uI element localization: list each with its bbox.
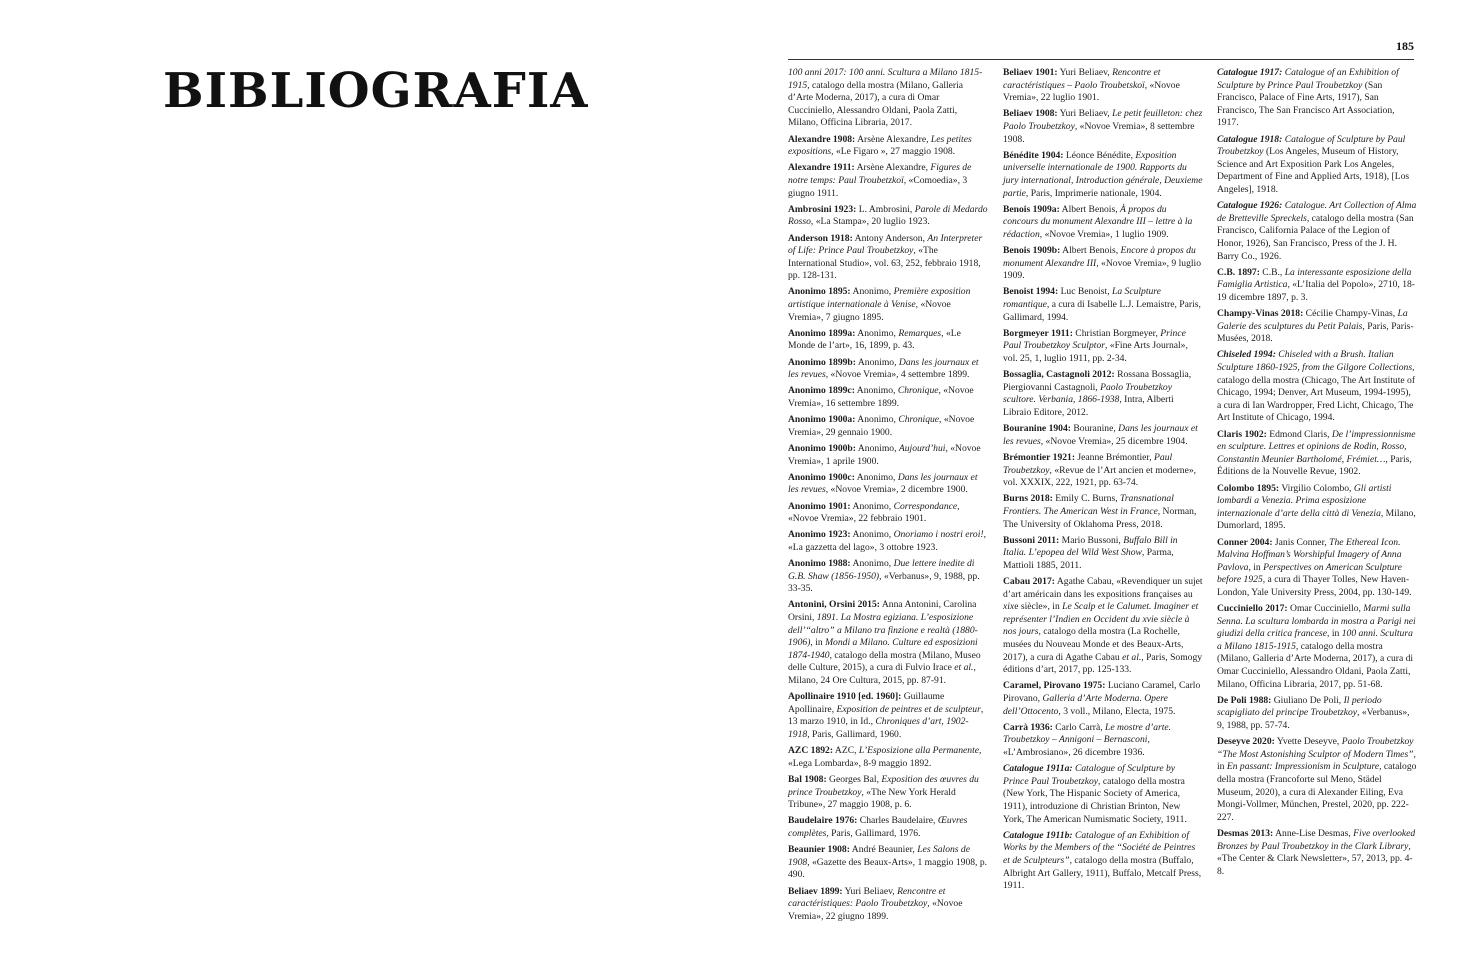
entry-italic-text: La Galerie des sculptures du Petit Palais bbox=[1217, 308, 1408, 332]
bibliography-entry bbox=[788, 385, 988, 410]
entry-key: Anonimo 1900c: bbox=[788, 471, 855, 483]
entry-italic-text: Le mostre d’arte. Troubetzkoy – Annigoni – Bernasconi bbox=[1003, 721, 1172, 746]
entry-italic-text: Dans les journaux et les revues bbox=[1003, 423, 1198, 447]
entry-text: Janis Conner, bbox=[1272, 536, 1330, 548]
entry-key: Caramel, Pirovano 1975: bbox=[1003, 680, 1106, 692]
entry-key: Catalogue 1918: bbox=[1217, 133, 1283, 145]
bibliography-entry bbox=[788, 443, 988, 468]
entry-key: Cucciniello 2017: bbox=[1217, 603, 1288, 615]
bibliography-entry bbox=[1003, 423, 1203, 448]
entry-italic-text: Mondi a Milano. Culture ed esposizioni 1874-1940 bbox=[788, 637, 978, 661]
entry-text: , «Comoedia», 3 giugno 1911. bbox=[788, 174, 968, 199]
entry-italic-text: xix bbox=[1003, 601, 1015, 613]
entry-text: Anonimo, bbox=[850, 558, 894, 570]
entry-italic-text: Marmi sulla Senna. La scultura lombarda in mostra a Parigi nei giudizi della critica francese bbox=[1217, 603, 1416, 640]
entry-italic-text: De l’impressionnisme en sculpture. Lettres et opinions de Rodin, Rosso, Constantin Meunier Bartholomé, Frémiet… bbox=[1217, 428, 1416, 465]
bibliography-entry bbox=[1003, 286, 1203, 324]
entry-text: Anonimo, bbox=[850, 529, 894, 541]
entry-italic-text: Exposition des œuvres du prince Troubetzkoy bbox=[788, 773, 979, 798]
entry-italic-text: siècle à nos jours bbox=[1003, 613, 1190, 638]
entry-text: Anonimo, bbox=[855, 356, 899, 368]
entry-text: Bouranine, bbox=[1070, 423, 1119, 435]
bibliography-column-1 bbox=[788, 67, 988, 927]
entry-italic-text: et al. bbox=[954, 662, 974, 674]
entry-text: Albert Benois, bbox=[1059, 203, 1121, 215]
entry-text: Giuliano De Poli, bbox=[1271, 694, 1344, 706]
bibliography-entry bbox=[788, 134, 988, 159]
entry-italic-text: La Sculpture romantique bbox=[1003, 286, 1161, 311]
entry-text: , Norman, The University of Oklahoma Press, 2018. bbox=[1003, 505, 1197, 530]
entry-text: , «Le Figaro », 27 maggio 1908. bbox=[831, 146, 956, 158]
entry-key: Baudelaire 1976: bbox=[788, 815, 858, 827]
bibliography-entry bbox=[1217, 828, 1417, 878]
entry-italic-text: Les petites expositions bbox=[788, 133, 972, 158]
entry-text: , «Novoe Vremia», 9 luglio 1909. bbox=[1003, 257, 1202, 282]
bibliography-entry bbox=[1217, 429, 1417, 479]
entry-italic-text: 100 anni 2017: 100 anni. Scultura a Milano 1815-1915 bbox=[788, 67, 983, 91]
entry-text: Yuri Beliaev, bbox=[1057, 67, 1113, 78]
entry-italic-text: En passant: Impressionism in Sculpture bbox=[1226, 761, 1380, 773]
entry-text: Edmond Claris, bbox=[1266, 428, 1332, 440]
entry-text: , in bbox=[810, 637, 826, 649]
bibliography-entry bbox=[788, 501, 988, 526]
entry-text: , Intra, Alberti Libraio Editore, 2012. bbox=[1003, 394, 1174, 418]
entry-text: , «Novoe Vremia», 7 giugno 1895. bbox=[788, 299, 951, 323]
bibliography-entry bbox=[788, 745, 988, 770]
entry-text: Anonimo, bbox=[850, 500, 894, 512]
entry-text: Léonce Bénédite, bbox=[1063, 149, 1136, 161]
entry-text: , «Novoe Vremia», 4 settembre 1899. bbox=[825, 369, 970, 381]
entry-text: , «L’Ambrosiano», 26 dicembre 1936. bbox=[1003, 734, 1150, 758]
entry-text: AZC, bbox=[833, 745, 859, 757]
entry-key: Anonimo 1895: bbox=[788, 286, 851, 298]
entry-italic-text: Œuvres complètes bbox=[788, 815, 968, 839]
entry-text: Charles Baudelaire, bbox=[857, 815, 938, 827]
entry-text: , «L’Italia del Popolo», 2710, 18-19 dicembre 1897, p. 3. bbox=[1217, 279, 1416, 303]
bibliography-entry bbox=[1003, 245, 1203, 283]
bibliography-entry bbox=[788, 357, 988, 382]
entry-key: Ambrosini 1923: bbox=[788, 203, 857, 215]
entry-key: Benois 1909b: bbox=[1003, 245, 1061, 257]
header-rule bbox=[788, 59, 1414, 60]
bibliography-entry bbox=[1003, 680, 1203, 718]
entry-key: Borgmeyer 1911: bbox=[1003, 327, 1073, 339]
entry-text: Anonimo, bbox=[854, 471, 898, 483]
bibliography-entry bbox=[1003, 535, 1203, 573]
entry-text: Yuri Beliaev, bbox=[1057, 108, 1113, 120]
entry-text: , Paris, Imprimerie nationale, 1904. bbox=[1025, 187, 1162, 199]
entry-italic-text: Chronique bbox=[897, 385, 939, 397]
bibliography-entry bbox=[788, 233, 988, 283]
entry-text: Anonimo, bbox=[855, 327, 899, 339]
entry-text: , catalogo della mostra (New York, The Hispanic Society of America, 1911), introduzione di Christian Brinton, New York, The American Numismatic Society, 1911. bbox=[1003, 775, 1187, 825]
entry-text: , «Gazette des Beaux-Arts», 1 maggio 1908, p. 490. bbox=[788, 856, 988, 881]
entry-text: , a cura di Thayer Tolles, New Haven-London, Yale University Press, 2004, pp. 130-149. bbox=[1217, 574, 1412, 598]
entry-key: De Poli 1988: bbox=[1217, 694, 1272, 706]
entry-text: , «Novoe Vremia», 16 settembre 1899. bbox=[788, 385, 974, 409]
bibliography-entry bbox=[788, 414, 988, 439]
entry-italic-text: Chiseled with a Brush. Italian Sculpture 1860-1925, from the Gilgore Collections bbox=[1217, 349, 1413, 374]
bibliography-entry bbox=[1217, 603, 1417, 691]
entry-key: Benois 1909a: bbox=[1003, 203, 1060, 215]
entry-italic-text: Figures de notre temps: Paul Troubetzkoï bbox=[788, 162, 972, 186]
entry-key: C.B. 1897: bbox=[1217, 266, 1260, 278]
entry-text: , 3 voll., Milano, Electa, 1975. bbox=[1058, 705, 1176, 717]
entry-key: Apollinaire 1910 [ed. 1960]: bbox=[788, 691, 902, 703]
entry-italic-text: Remarques bbox=[898, 327, 942, 339]
entry-text: , «Novoe Vremia», 22 febbraio 1901. bbox=[788, 500, 960, 525]
entry-text: , «Verbanus», 9, 1988, pp. 57-74. bbox=[1217, 707, 1410, 732]
bibliography-entry bbox=[1003, 150, 1203, 200]
entry-italic-text: Exposition de peintres et de sculpteur bbox=[836, 703, 981, 715]
entry-text: , catalogo della mostra (La Rochelle, musées du Nouveau Monde et des Beaux-Arts, 2017), a cura di Agathe Cabau bbox=[1003, 626, 1184, 663]
bibliography-entry bbox=[788, 815, 988, 840]
entry-key: Antonini, Orsini 2015: bbox=[788, 599, 880, 611]
entry-text: Anonimo, bbox=[850, 286, 894, 298]
entry-key: Anonimo 1900b: bbox=[788, 442, 856, 454]
bibliography-entry bbox=[788, 529, 988, 554]
entry-italic-text: Le Scalp et le Calumet. Imaginer et représenter l’Indien en Occident du xvi bbox=[1003, 601, 1199, 625]
entry-text: , «Le Monde de l’art», 16, 1899, p. 43. bbox=[788, 327, 961, 352]
entry-key: Cabau 2017: bbox=[1003, 576, 1055, 588]
entry-key: Anonimo 1988: bbox=[788, 558, 851, 570]
entry-key: Anonimo 1899c: bbox=[788, 385, 855, 397]
entry-italic-text: Five overlooked Bronzes by Paul Troubetzkoy in the Clark Library bbox=[1217, 827, 1416, 852]
entry-key: Beliaev 1901: bbox=[1003, 67, 1058, 78]
bibliography-entry bbox=[1003, 830, 1203, 893]
entry-text: , «The New York Herald Tribune», 27 maggio 1908, p. 6. bbox=[788, 786, 956, 811]
entry-italic-text: Première exposition artistique internationale à Venise bbox=[788, 286, 971, 311]
bibliography-entry bbox=[1003, 369, 1203, 419]
entry-text: , in bbox=[1248, 561, 1264, 573]
entry-text: , «Revue de l’Art ancien et moderne», vol. XXXIX, 222, 1921, pp. 63-74. bbox=[1003, 464, 1197, 489]
entry-key: Conner 2004: bbox=[1217, 536, 1273, 548]
entry-text: Emily C. Burns, bbox=[1052, 493, 1121, 505]
entry-italic-text: Encore à propos du monument Alexandre III bbox=[1003, 245, 1196, 269]
entry-text: Luc Benoist, bbox=[1058, 286, 1112, 298]
bibliography-entry bbox=[1217, 537, 1417, 600]
entry-text: , 13 marzo 1910, in Id., bbox=[788, 703, 984, 728]
bibliography-entry bbox=[1217, 349, 1417, 425]
entry-text: Virgilio Colombo, bbox=[1279, 482, 1354, 494]
bibliography-entry bbox=[1003, 108, 1203, 146]
entry-italic-text: 100 anni. Scultura a Milano 1815-1915 bbox=[1217, 628, 1413, 652]
entry-key: Deseyve 2020: bbox=[1217, 736, 1275, 748]
bibliography-entry bbox=[1003, 328, 1203, 366]
entry-key: Beliaev 1908: bbox=[1003, 108, 1058, 120]
entry-text: Guillaume Apollinaire, bbox=[788, 691, 945, 715]
entry-italic-text: Gli artisti lombardi a Venezia. Prima esposizione internazionale d’arte della città di Venezia bbox=[1217, 482, 1392, 519]
entry-text: , in bbox=[1217, 748, 1416, 773]
entry-key: Champy-Vinas 2018: bbox=[1217, 308, 1304, 320]
bibliography-entry bbox=[788, 472, 988, 497]
entry-text: , a cura di Isabelle L.J. Lemaistre, Paris, Gallimard, 1994. bbox=[1003, 299, 1201, 323]
entry-text: , «Novoe Vremia», 1 aprile 1900. bbox=[788, 442, 981, 467]
entry-text: Arsène Alexandre, bbox=[854, 162, 931, 174]
entry-italic-text: Catalogue of Sculpture by Paul Troubetzkoy bbox=[1217, 133, 1406, 158]
bibliography-entry bbox=[1003, 204, 1203, 242]
entry-text: L. Ambrosini, bbox=[856, 203, 915, 215]
entry-text: , «Novoe Vremia», 22 giugno 1899. bbox=[788, 898, 963, 922]
entry-text: , «Novoe Vremia», 29 gennaio 1900. bbox=[788, 414, 975, 438]
entry-italic-text: Paolo Troubetzkoy scultore. Verbania, 1866-1938 bbox=[1003, 381, 1172, 406]
entry-italic-text: Exposition universelle internationale de 1900. Rapports du jury international, Introduction générale, Deuxieme partie bbox=[1003, 149, 1203, 199]
entry-italic-text: Chronique bbox=[898, 414, 940, 426]
entry-key: Bossaglia, Castagnoli 2012: bbox=[1003, 369, 1115, 381]
entry-text: , in bbox=[1327, 628, 1342, 640]
entry-key: Anderson 1918: bbox=[788, 232, 853, 244]
entry-text: Anna Antonini, Carolina Orsini, bbox=[788, 599, 977, 624]
entry-key: Catalogue 1911a: bbox=[1003, 763, 1073, 775]
entry-key: Benoist 1994: bbox=[1003, 286, 1059, 298]
entry-italic-text: Les Salons de 1908 bbox=[788, 844, 970, 868]
entry-italic-text: Onoriamo i nostri eroi! bbox=[893, 529, 984, 541]
entry-text: Anonimo, bbox=[855, 442, 899, 454]
bibliography-entry bbox=[1003, 67, 1203, 105]
entry-text: , «Novoe Vremia», 2 dicembre 1900. bbox=[825, 484, 968, 496]
entry-key: Bouranine 1904: bbox=[1003, 423, 1071, 435]
entry-text: , catalogo della mostra (Chicago, The Art Institute of Chicago, 1994; Denver, Art Museum, 1994-1995), a cura di Ian Wardropper, Fred Licht, Chicago, The Art Institute of Chicago, 1994. bbox=[1217, 362, 1416, 424]
entry-text: , Milano, Dumorlard, 1895. bbox=[1217, 507, 1416, 532]
bibliography-entry bbox=[1217, 483, 1417, 533]
entry-key: Anonimo 1899a: bbox=[788, 327, 856, 339]
entry-text: , Paris, Somogy éditions d’art, 2017, pp. 125-133. bbox=[1003, 651, 1203, 676]
entry-text: , catalogo della mostra (Francoforte sul Meno, Städel Museum, 2020), a cura di Alexander Eiling, Eva Mongi-Vollmer, München, Prestel, 2020, pp. 222-227. bbox=[1217, 761, 1417, 823]
entry-italic-text: La interessante esposizione della Famiglia Artistica bbox=[1217, 266, 1412, 291]
entry-text: , «Novoe Vremia», 8 settembre 1908. bbox=[1003, 120, 1195, 145]
entry-text: , «La Stampa», 20 luglio 1923. bbox=[810, 216, 930, 228]
entry-text: , Paris, Gallimard, 1976. bbox=[826, 827, 921, 839]
entry-key: Beliaev 1899: bbox=[788, 885, 843, 897]
bibliography-entry bbox=[788, 774, 988, 812]
entry-key: Chiseled 1994: bbox=[1217, 349, 1276, 361]
entry-text: , «Verbanus», 9, 1988, pp. 33-35. bbox=[788, 570, 980, 595]
entry-key: Bussoni 2011: bbox=[1003, 534, 1060, 546]
bibliography-entry bbox=[788, 886, 988, 924]
entry-text: Yvette Deseyve, bbox=[1274, 736, 1342, 748]
entry-italic-text: Il periodo scapigliato del principe Troubetzkoy bbox=[1217, 694, 1382, 719]
entry-text: Christian Borgmeyer, bbox=[1072, 327, 1161, 339]
bibliography-entry bbox=[1003, 576, 1203, 677]
entry-key: Alexandre 1908: bbox=[788, 133, 856, 145]
entry-key: Burns 2018: bbox=[1003, 493, 1053, 505]
entry-italic-text: Parole di Medardo Rosso bbox=[788, 203, 988, 228]
entry-text: , «The Center & Clark Newsletter», 57, 2013, pp. 4-8. bbox=[1217, 840, 1413, 877]
bibliography-entry bbox=[1003, 493, 1203, 531]
entry-key: Desmas 2013: bbox=[1217, 827, 1274, 839]
entry-italic-text: Dans les journaux et les revues bbox=[788, 471, 978, 496]
entry-text: Luciano Caramel, Carlo Pirovano, bbox=[1003, 680, 1201, 705]
entry-text: , «Novoe Vremia», 1 luglio 1909. bbox=[1039, 228, 1169, 240]
entry-italic-text: Catalogue. Art Collection of Alma de Bretteville Spreckels bbox=[1217, 200, 1417, 224]
entry-text: e bbox=[1153, 613, 1161, 625]
entry-italic-text: Perspectives on American Sculpture before 1925 bbox=[1217, 561, 1402, 586]
entry-key: AZC 1892: bbox=[788, 745, 834, 757]
entry-italic-text: Galleria d’Arte Moderna. Opere dell’Ottocento bbox=[1003, 693, 1168, 717]
bibliography-entry bbox=[788, 691, 988, 741]
bibliography-entry bbox=[788, 286, 988, 324]
entry-key: Claris 1902: bbox=[1217, 428, 1267, 440]
entry-italic-text: Prince Paul Troubetzkoy Sculptor bbox=[1003, 327, 1186, 352]
entry-key: Anonimo 1900a: bbox=[788, 414, 856, 426]
bibliography-column-3 bbox=[1217, 67, 1417, 882]
entry-text: Rossana Bossaglia, Piergiovanni Castagnoli, bbox=[1003, 369, 1192, 393]
entry-text: , catalogo della mostra (San Francisco, California Palace of the Legion of Honor, 1926), San Francisco, Press of the J. H. Barry Co., 1926. bbox=[1217, 212, 1414, 262]
entry-text: Anne-Lise Desmas, bbox=[1273, 827, 1354, 839]
entry-italic-text: Aujourd’hui bbox=[898, 442, 946, 454]
entry-text: e siècle», in bbox=[1014, 601, 1063, 613]
bibliography-entry bbox=[1217, 200, 1417, 263]
entry-italic-text: Correspondance bbox=[893, 500, 958, 512]
bibliography-entry bbox=[1217, 308, 1417, 346]
bibliography-entry bbox=[788, 328, 988, 353]
entry-text: , catalogo della mostra (Milano, Galleria d’Arte Moderna, 2017), a cura di Omar Cucciniello, Alessandro Oldani, Paola Zatti, Milano, Officina Libraria, 2017, pp. 51-68. bbox=[1217, 640, 1414, 690]
entry-key: Anonimo 1901: bbox=[788, 500, 851, 512]
bibliography-entry bbox=[1003, 763, 1203, 826]
entry-text: C.B., bbox=[1259, 266, 1285, 278]
entry-text: Carlo Carrà, bbox=[1052, 721, 1106, 733]
entry-key: Bal 1908: bbox=[788, 773, 827, 785]
entry-key: Brémontier 1921: bbox=[1003, 451, 1076, 463]
bibliography-entry bbox=[788, 558, 988, 596]
bibliography-entry bbox=[1217, 695, 1417, 733]
bibliography-entry bbox=[1217, 267, 1417, 305]
bibliography-entry bbox=[1217, 736, 1417, 824]
bibliography-entry bbox=[788, 67, 988, 130]
entry-text: Antony Anderson, bbox=[852, 232, 928, 244]
entry-text: , Paris, Gallimard, 1960. bbox=[807, 729, 902, 740]
entry-key: Anonimo 1923: bbox=[788, 529, 851, 541]
entry-text: , Milano, 24 Ore Cultura, 2015, pp. 87-91. bbox=[788, 662, 976, 687]
entry-text: , «Novoe Vremia», 25 dicembre 1904. bbox=[1040, 435, 1188, 447]
entry-key: Catalogue 1926: bbox=[1217, 200, 1283, 212]
entry-italic-text: À propos du concours du monument Alexandre III – lettre à la rédaction bbox=[1003, 203, 1193, 240]
entry-text: Yuri Beliaev, bbox=[842, 885, 898, 897]
entry-text: Anonimo, bbox=[854, 385, 898, 397]
bibliography-entry bbox=[788, 204, 988, 229]
entry-italic-text: Rencontre et caractéristiques – Paolo Troubetskoï bbox=[1003, 67, 1161, 91]
bibliography-entry bbox=[1003, 452, 1203, 490]
entry-italic-text: Dans les journaux et les revues bbox=[788, 356, 979, 381]
entry-italic-text: Due lettere inedite di G.B. Shaw (1856-1950) bbox=[788, 558, 975, 582]
bibliography-entry bbox=[1217, 134, 1417, 197]
entry-key: Carrà 1936: bbox=[1003, 721, 1053, 733]
entry-text: , «Novoe Vremia», 22 luglio 1901. bbox=[1003, 79, 1180, 104]
entry-key: Anonimo 1899b: bbox=[788, 356, 856, 368]
entry-italic-text: An Interpreter of Life: Prince Paul Troubetzkoy bbox=[788, 232, 983, 257]
entry-text: Albert Benois, bbox=[1060, 245, 1121, 257]
entry-text: (Los Angeles, Museum of History, Science and Art Exposition Park Los Angeles, Department of Fine and Applied Arts, 1918), [Los Angeles], 1918. bbox=[1217, 146, 1410, 195]
entry-italic-text: Catalogue of an Exhibition of Sculpture by Prince Paul Troubetzkoy bbox=[1217, 67, 1399, 91]
page-number: 185 bbox=[1396, 39, 1414, 53]
entry-text: , «Fine Arts Journal», vol. 25, 1, luglio 1911, pp. 2-34. bbox=[1003, 340, 1188, 365]
entry-text: (San Francisco, Palace of Fine Arts, 1917), San Francisco, The San Francisco Art Association, 1917. bbox=[1217, 79, 1395, 129]
entry-italic-text: et al. bbox=[1122, 651, 1142, 663]
entry-italic-text: Le petit feuilleton: chez Paolo Troubetzkoy bbox=[1003, 108, 1203, 132]
bibliography-columns bbox=[788, 67, 1417, 927]
bibliography-entry bbox=[788, 162, 988, 200]
entry-text: Georges Bal, bbox=[826, 773, 882, 785]
bibliography-entry bbox=[1003, 722, 1203, 760]
entry-key: Colombo 1895: bbox=[1217, 482, 1280, 494]
entry-text: Arsène Alexandre, bbox=[855, 133, 931, 145]
entry-key: Beaunier 1908: bbox=[788, 844, 850, 856]
entry-italic-text: Transnational Frontiers. The American West in France bbox=[1003, 493, 1174, 517]
entry-italic-text: Paolo Troubetzkoy “The Most Astonishing Sculptor of Modern Times” bbox=[1217, 736, 1414, 760]
entry-italic-text: Catalogue of Sculpture by Prince Paul Troubetzkoy bbox=[1003, 763, 1176, 787]
entry-text: , Paris, Éditions de la Nouvelle Revue, 1902. bbox=[1217, 453, 1412, 478]
entry-text: , Parma, Mattioli 1885, 2011. bbox=[1003, 547, 1174, 571]
entry-italic-text: Catalogue of an Exhibition of Works by the Members of the “Société de Peintres et de Sculpteurs” bbox=[1003, 829, 1196, 866]
entry-text: Agathe Cabau, «Revendiquer un sujet d’art américain dans les expositions françaises au bbox=[1003, 576, 1203, 600]
bibliography-entry bbox=[788, 844, 988, 882]
entry-text: André Beaunier, bbox=[849, 844, 918, 856]
entry-text: , catalogo della mostra (Buffalo, Albright Art Gallery, 1911), Buffalo, Metcalf Press, 1911. bbox=[1003, 854, 1202, 892]
entry-italic-text: Rencontre et caractéristiques: Paolo Troubetzkoy bbox=[788, 885, 946, 910]
entry-text: , «Lega Lombarda», 8-9 maggio 1892. bbox=[788, 745, 982, 769]
entry-key: Catalogue 1911b: bbox=[1003, 829, 1073, 841]
entry-italic-text: L’Esposizione alla Permanente bbox=[858, 745, 979, 757]
entry-italic-text: Chroniques d’art, 1902-1918 bbox=[788, 716, 969, 740]
bibliography-entry bbox=[1217, 67, 1417, 130]
entry-text: Anonimo, bbox=[855, 414, 899, 426]
entry-italic-text: The Ethereal Icon. Malvina Hoffman’s Worshipful Imagery of Anna Pavlova bbox=[1217, 536, 1402, 573]
entry-italic-text: 1891. La Mostra egiziana. L’esposizione dell’“altro” a Milano tra finzione e realtà (1880-1906) bbox=[788, 612, 978, 649]
bibliography-entry bbox=[788, 599, 988, 687]
entry-text: Jeanne Brémontier, bbox=[1075, 451, 1155, 463]
entry-text: , catalogo della mostra (Milano, Galleria d’Arte Moderna, 2017), a cura di Omar Cucciniello, Alessandro Oldani, Paola Zatti, Milano, Officina Libraria, 2017. bbox=[788, 79, 964, 129]
entry-italic-text: Buffalo Bill in Italia. L’epopea del Wild West Show bbox=[1003, 534, 1178, 559]
entry-text: , catalogo della mostra (Milano, Museo delle Culture, 2015), a cura di Fulvio Irace bbox=[788, 649, 981, 674]
entry-text: , Paris, Paris-Musées, 2018. bbox=[1217, 320, 1414, 345]
entry-key: Catalogue 1917: bbox=[1217, 67, 1283, 78]
entry-text: , «The International Studio», vol. 63, 252, febbraio 1918, pp. 128-131. bbox=[788, 245, 981, 282]
entry-text: Mario Bussoni, bbox=[1059, 534, 1124, 546]
entry-key: Bénédite 1904: bbox=[1003, 149, 1064, 161]
entry-key: Alexandre 1911: bbox=[788, 162, 855, 174]
entry-italic-text: Paul Troubetzkoy bbox=[1003, 451, 1173, 476]
entry-text: Cécilie Champy-Vinas, bbox=[1303, 308, 1398, 320]
bibliography-column-2 bbox=[1003, 67, 1203, 896]
page-heading: BIBLIOGRAFIA bbox=[163, 63, 589, 119]
entry-text: Omar Cucciniello, bbox=[1287, 603, 1364, 615]
entry-text: , «La gazzetta del lago», 3 ottobre 1923. bbox=[788, 529, 986, 553]
